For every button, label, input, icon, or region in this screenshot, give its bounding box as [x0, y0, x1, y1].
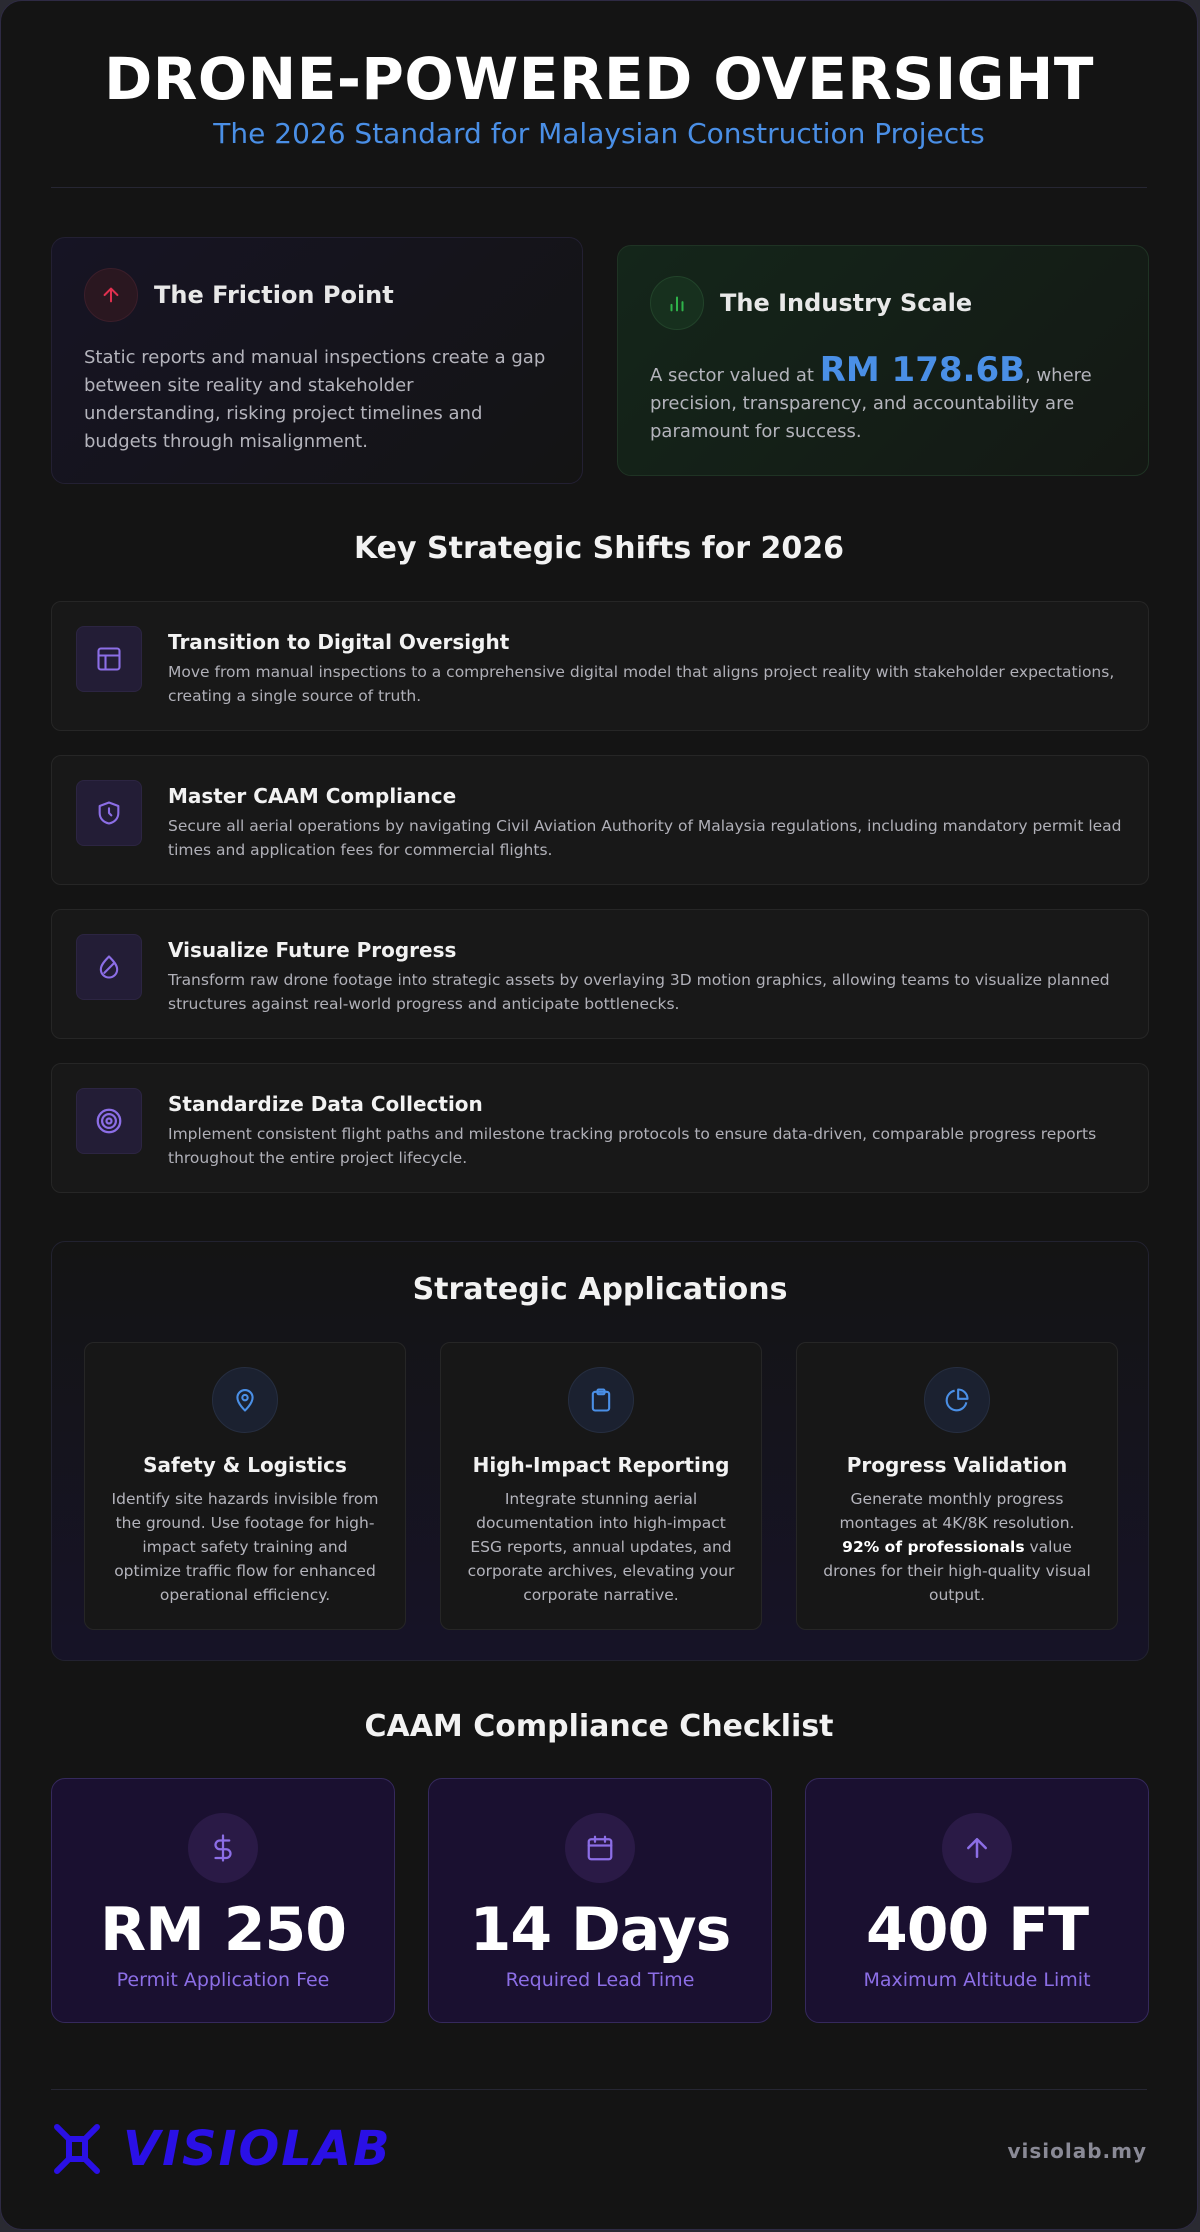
application-desc: Identify site hazards invisible from the ground. Use footage for high-impact safety training and optimize traffic flow for enhanced operational efficiency. — [111, 1490, 379, 1604]
checklist-card — [805, 1778, 1149, 2023]
friction-point-title: The Friction Point — [154, 281, 394, 309]
application-desc-prefix: Generate monthly progress montages at 4K/8K resolution. — [839, 1490, 1075, 1532]
application-title: High-Impact Reporting — [472, 1453, 730, 1477]
checklist-label: Maximum Altitude Limit — [863, 1969, 1091, 1991]
checklist-value: RM 250 — [99, 1895, 347, 1965]
shift-desc: Transform raw drone footage into strategic assets by overlaying 3D motion graphics, allowing teams to visualize planned structures against real-world progress and anticipate bottlenecks. — [168, 971, 1110, 1013]
industry-scale-suffix: , where precision, transparency, and accountability are paramount for success. — [650, 365, 1092, 442]
application-desc-highlight: 92% of professionals — [842, 1538, 1025, 1556]
map-pin-icon — [212, 1367, 278, 1433]
application-desc: Integrate stunning aerial documentation into high-impact ESG reports, annual updates, and corporate archives, elevating your corporate narrative. — [467, 1490, 735, 1604]
industry-scale-card — [617, 245, 1149, 476]
shift-item — [51, 1063, 1149, 1193]
shift-title: Standardize Data Collection — [168, 1092, 483, 1116]
calendar-icon — [565, 1813, 635, 1883]
industry-scale-title: The Industry Scale — [720, 289, 973, 317]
checklist-section-title: CAAM Compliance Checklist — [364, 1709, 834, 1744]
strategic-applications-panel — [51, 1241, 1149, 1661]
dollar-icon — [188, 1813, 258, 1883]
friction-point-body: Static reports and manual inspections create a gap between site reality and stakeholder understanding, risking project timelines and budgets through misalignment. — [84, 347, 546, 452]
shift-title: Transition to Digital Oversight — [168, 630, 510, 654]
pie-chart-icon — [924, 1367, 990, 1433]
header-divider — [51, 187, 1147, 188]
checklist-card — [51, 1778, 395, 2023]
checklist-card — [428, 1778, 772, 2023]
checklist-label: Permit Application Fee — [116, 1969, 330, 1991]
industry-value: RM 178.6B — [819, 350, 1026, 390]
application-card — [440, 1342, 762, 1630]
application-desc-suffix: value drones for their high-quality visual output. — [823, 1538, 1091, 1604]
application-title: Safety & Logistics — [143, 1453, 347, 1477]
brand-name: VISIOLAB — [123, 2121, 392, 2177]
shift-item — [51, 755, 1149, 885]
checklist-value: 400 FT — [865, 1895, 1089, 1965]
checklist-label: Required Lead Time — [505, 1969, 695, 1991]
application-card — [796, 1342, 1118, 1630]
industry-scale-body — [650, 350, 1116, 446]
layout-icon — [76, 626, 142, 692]
footer-url[interactable]: visiolab.my — [1007, 2139, 1147, 2163]
shift-desc: Move from manual inspections to a comprehensive digital model that aligns project reality with stakeholder expectations, creating a single source of truth. — [168, 663, 1115, 705]
shift-item — [51, 909, 1149, 1039]
droplet-icon — [76, 934, 142, 1000]
shift-item — [51, 601, 1149, 731]
friction-point-card — [51, 237, 583, 484]
application-title: Progress Validation — [846, 1453, 1068, 1477]
shift-title: Visualize Future Progress — [168, 938, 457, 962]
visiolab-logo — [51, 2121, 392, 2177]
checklist-value: 14 Days — [469, 1895, 731, 1965]
page-subtitle: The 2026 Standard for Malaysian Construction Projects — [213, 117, 985, 150]
industry-scale-prefix: A sector valued at — [650, 365, 820, 386]
shift-desc: Implement consistent flight paths and milestone tracking protocols to ensure data-driven, comparable progress reports throughout the entire project lifecycle. — [168, 1125, 1097, 1167]
shift-title: Master CAAM Compliance — [168, 784, 457, 808]
application-card — [84, 1342, 406, 1630]
target-icon — [76, 1088, 142, 1154]
footer-divider — [51, 2089, 1147, 2090]
shifts-section-title: Key Strategic Shifts for 2026 — [353, 531, 845, 566]
page-title: DRONE-POWERED OVERSIGHT — [104, 45, 1094, 113]
arrow-up-icon — [942, 1813, 1012, 1883]
shield-clock-icon — [76, 780, 142, 846]
clipboard-icon — [568, 1367, 634, 1433]
bar-chart-icon — [650, 276, 704, 330]
header — [1, 1, 1197, 150]
logo-mark-icon — [51, 2121, 103, 2177]
shift-desc: Secure all aerial operations by navigating Civil Aviation Authority of Malaysia regulations, including mandatory permit lead times and application fees for commercial flights. — [168, 817, 1122, 859]
application-desc — [821, 1487, 1093, 1607]
applications-section-title: Strategic Applications — [412, 1272, 788, 1307]
arrow-up-icon — [84, 268, 138, 322]
